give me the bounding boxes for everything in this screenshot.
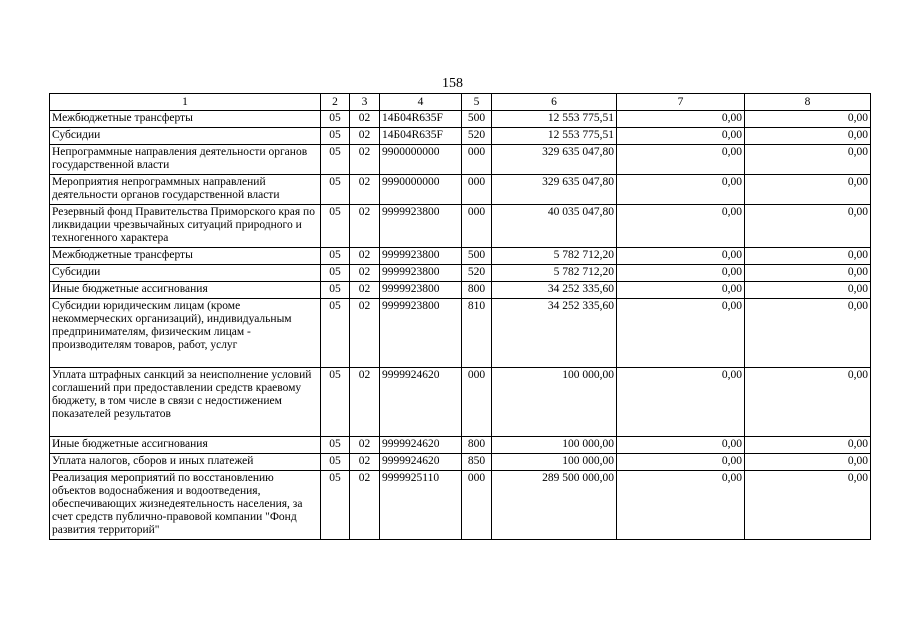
row-type: 800 — [462, 282, 492, 299]
row-type: 000 — [462, 368, 492, 437]
column-header: 3 — [350, 94, 380, 111]
row-name: Иные бюджетные ассигнования — [50, 282, 321, 299]
row-name: Иные бюджетные ассигнования — [50, 437, 321, 454]
row-value-7: 0,00 — [617, 128, 745, 145]
row-subsection: 02 — [350, 205, 380, 248]
row-value-7: 0,00 — [617, 437, 745, 454]
row-value-6: 329 635 047,80 — [492, 175, 617, 205]
row-value-7: 0,00 — [617, 368, 745, 437]
row-value-8: 0,00 — [745, 205, 871, 248]
table-row — [50, 454, 871, 471]
row-subsection: 02 — [350, 248, 380, 265]
row-code: 9999923800 — [380, 205, 462, 248]
column-header: 7 — [617, 94, 745, 111]
row-type: 810 — [462, 299, 492, 368]
table-row — [50, 111, 871, 128]
row-code: 14Б04R635F — [380, 111, 462, 128]
row-section: 05 — [321, 454, 350, 471]
row-type: 850 — [462, 454, 492, 471]
row-code: 9999923800 — [380, 299, 462, 368]
table-row — [50, 437, 871, 454]
budget-table — [49, 93, 871, 540]
row-value-6: 100 000,00 — [492, 368, 617, 437]
table-row — [50, 368, 871, 437]
row-subsection: 02 — [350, 299, 380, 368]
row-subsection: 02 — [350, 111, 380, 128]
row-code: 9999923800 — [380, 282, 462, 299]
table-row — [50, 175, 871, 205]
row-value-6: 5 782 712,20 — [492, 248, 617, 265]
row-section: 05 — [321, 282, 350, 299]
column-header: 8 — [745, 94, 871, 111]
row-type: 800 — [462, 437, 492, 454]
table-header-row — [50, 94, 871, 111]
row-name: Субсидии юридическим лицам (кроме некоммерческих организаций), индивидуальным предпринимателям, физическим лицам - производителям товаров, работ, услуг — [50, 299, 321, 368]
row-value-7: 0,00 — [617, 282, 745, 299]
table-row — [50, 265, 871, 282]
row-section: 05 — [321, 437, 350, 454]
row-subsection: 02 — [350, 128, 380, 145]
row-section: 05 — [321, 265, 350, 282]
row-code: 14Б04R635F — [380, 128, 462, 145]
row-name: Межбюджетные трансферты — [50, 111, 321, 128]
row-value-8: 0,00 — [745, 248, 871, 265]
row-value-6: 34 252 335,60 — [492, 282, 617, 299]
row-value-8: 0,00 — [745, 454, 871, 471]
row-section: 05 — [321, 175, 350, 205]
row-section: 05 — [321, 248, 350, 265]
table-row — [50, 128, 871, 145]
column-header: 1 — [50, 94, 321, 111]
table-row — [50, 205, 871, 248]
row-code: 9999923800 — [380, 265, 462, 282]
column-header: 2 — [321, 94, 350, 111]
row-value-6: 329 635 047,80 — [492, 145, 617, 175]
row-subsection: 02 — [350, 175, 380, 205]
row-value-8: 0,00 — [745, 175, 871, 205]
table-row — [50, 299, 871, 368]
row-type: 500 — [462, 111, 492, 128]
row-value-8: 0,00 — [745, 471, 871, 540]
table-row — [50, 248, 871, 265]
column-header: 4 — [380, 94, 462, 111]
row-value-7: 0,00 — [617, 299, 745, 368]
page-number: 158 — [442, 76, 463, 91]
row-value-7: 0,00 — [617, 471, 745, 540]
row-value-7: 0,00 — [617, 175, 745, 205]
row-value-6: 40 035 047,80 — [492, 205, 617, 248]
row-value-8: 0,00 — [745, 128, 871, 145]
row-section: 05 — [321, 145, 350, 175]
column-header: 6 — [492, 94, 617, 111]
row-name: Уплата налогов, сборов и иных платежей — [50, 454, 321, 471]
row-value-7: 0,00 — [617, 111, 745, 128]
row-subsection: 02 — [350, 368, 380, 437]
row-value-8: 0,00 — [745, 145, 871, 175]
row-type: 520 — [462, 128, 492, 145]
row-subsection: 02 — [350, 471, 380, 540]
row-value-8: 0,00 — [745, 299, 871, 368]
row-code: 9999924620 — [380, 437, 462, 454]
row-subsection: 02 — [350, 145, 380, 175]
row-name: Уплата штрафных санкций за неисполнение условий соглашений при предоставлении средств краевому бюджету, в том числе в связи с недостижением показателей результатов — [50, 368, 321, 437]
row-code: 9900000000 — [380, 145, 462, 175]
column-header: 5 — [462, 94, 492, 111]
row-type: 500 — [462, 248, 492, 265]
row-subsection: 02 — [350, 282, 380, 299]
row-value-8: 0,00 — [745, 368, 871, 437]
row-section: 05 — [321, 299, 350, 368]
row-value-8: 0,00 — [745, 111, 871, 128]
row-value-8: 0,00 — [745, 265, 871, 282]
row-value-6: 5 782 712,20 — [492, 265, 617, 282]
row-section: 05 — [321, 471, 350, 540]
row-type: 520 — [462, 265, 492, 282]
row-name: Межбюджетные трансферты — [50, 248, 321, 265]
row-value-7: 0,00 — [617, 145, 745, 175]
row-section: 05 — [321, 128, 350, 145]
row-type: 000 — [462, 205, 492, 248]
row-value-6: 289 500 000,00 — [492, 471, 617, 540]
row-value-7: 0,00 — [617, 205, 745, 248]
row-value-6: 12 553 775,51 — [492, 111, 617, 128]
row-type: 000 — [462, 471, 492, 540]
row-code: 9999923800 — [380, 248, 462, 265]
row-value-6: 34 252 335,60 — [492, 299, 617, 368]
row-name: Мероприятия непрограммных направлений деятельности органов государственной власти — [50, 175, 321, 205]
row-code: 9999924620 — [380, 368, 462, 437]
table-row — [50, 282, 871, 299]
row-name: Субсидии — [50, 265, 321, 282]
row-value-7: 0,00 — [617, 454, 745, 471]
row-subsection: 02 — [350, 265, 380, 282]
row-subsection: 02 — [350, 437, 380, 454]
row-section: 05 — [321, 368, 350, 437]
row-subsection: 02 — [350, 454, 380, 471]
row-value-6: 12 553 775,51 — [492, 128, 617, 145]
row-type: 000 — [462, 145, 492, 175]
row-section: 05 — [321, 205, 350, 248]
table-row — [50, 145, 871, 175]
row-value-8: 0,00 — [745, 437, 871, 454]
row-code: 9990000000 — [380, 175, 462, 205]
row-name: Резервный фонд Правительства Приморского края по ликвидации чрезвычайных ситуаций природного и техногенного характера — [50, 205, 321, 248]
row-value-8: 0,00 — [745, 282, 871, 299]
row-name: Реализация мероприятий по восстановлению объектов водоснабжения и водоотведения, обеспечивающих жизнедеятельность населения, за счет средств публично-правовой компании "Фонд развития территорий" — [50, 471, 321, 540]
row-value-7: 0,00 — [617, 265, 745, 282]
row-code: 9999925110 — [380, 471, 462, 540]
row-value-7: 0,00 — [617, 248, 745, 265]
row-type: 000 — [462, 175, 492, 205]
row-name: Субсидии — [50, 128, 321, 145]
row-section: 05 — [321, 111, 350, 128]
row-name: Непрограммные направления деятельности органов государственной власти — [50, 145, 321, 175]
row-value-6: 100 000,00 — [492, 454, 617, 471]
table-row — [50, 471, 871, 540]
row-code: 9999924620 — [380, 454, 462, 471]
row-value-6: 100 000,00 — [492, 437, 617, 454]
